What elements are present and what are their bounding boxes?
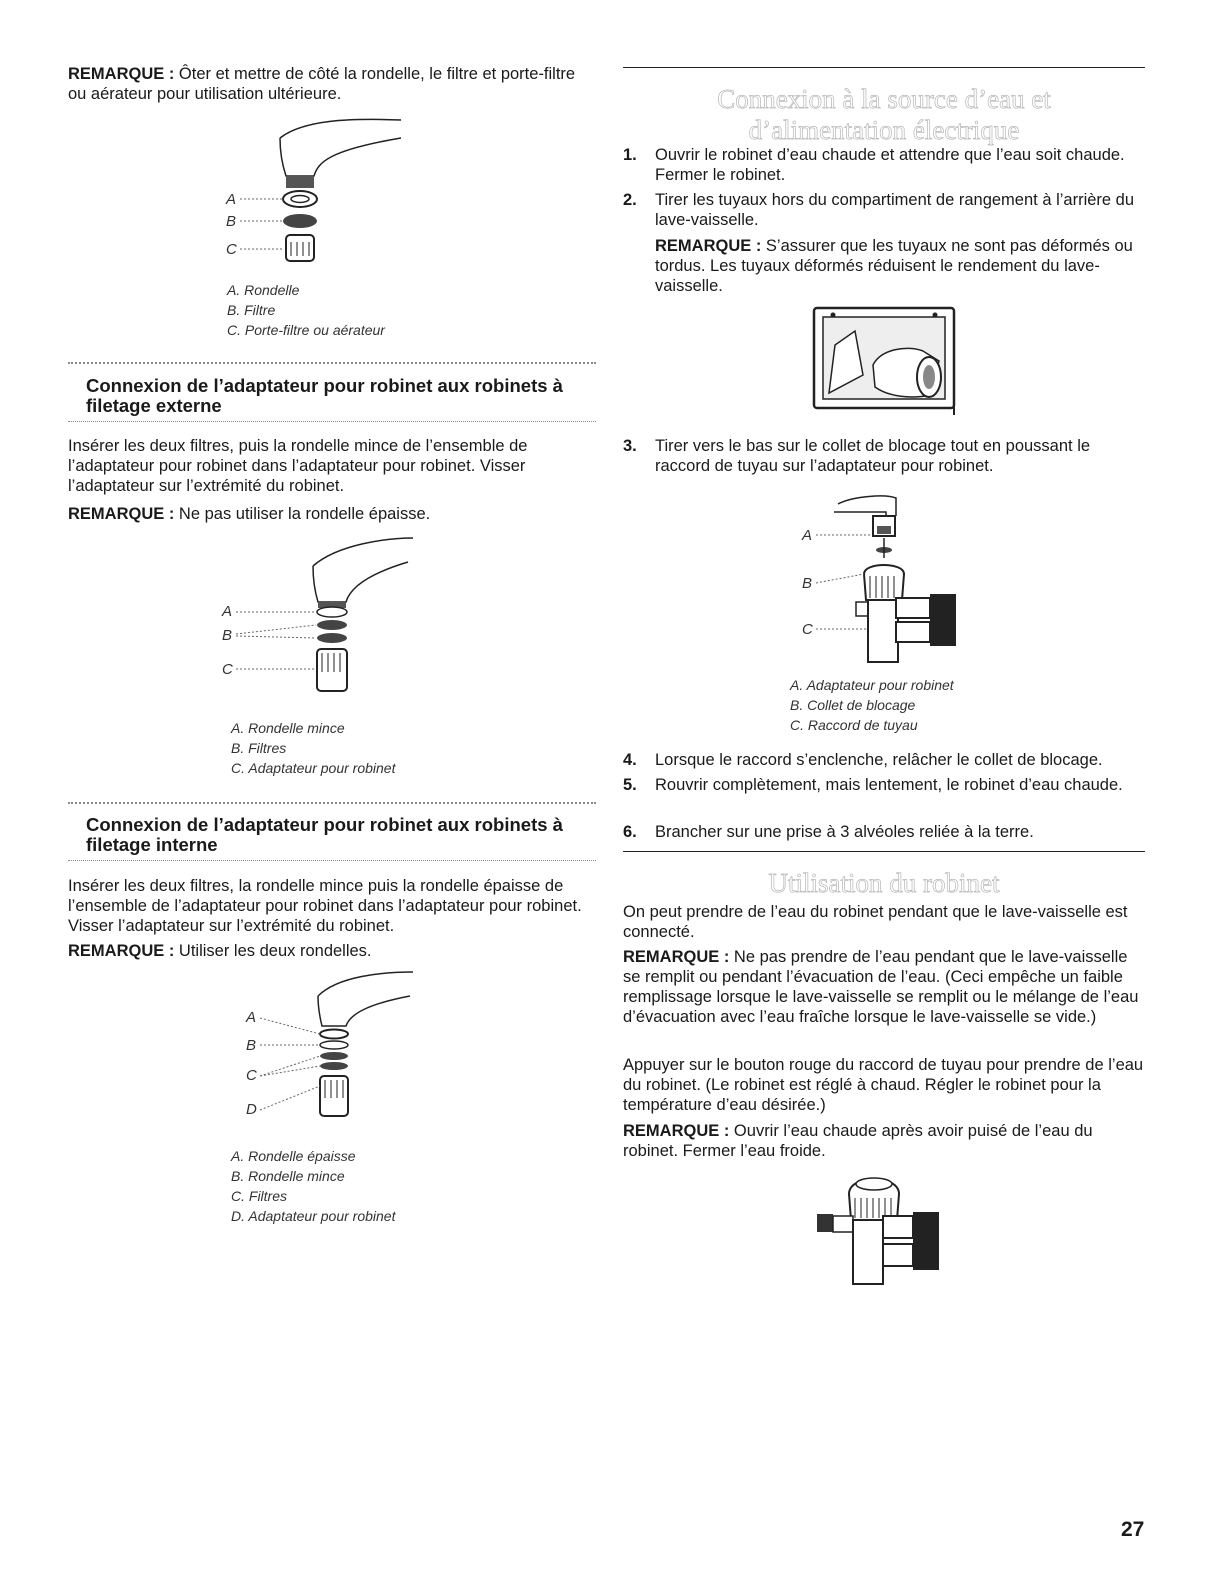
internal-thread-figure <box>238 968 418 1148</box>
body-use-intro: On peut prendre de l’eau du robinet pendant que le lave-vaisselle est connecté. <box>623 903 1128 941</box>
section-heading-connect: Connexion à la source d’eau et d’alimentation électrique <box>717 84 1051 145</box>
legend-item: B. Collet de blocage <box>790 697 916 713</box>
figure-letter: A <box>802 527 813 544</box>
section-divider <box>68 802 596 804</box>
figure-letter: C <box>222 661 233 678</box>
legend-item: B. Rondelle mince <box>231 1168 345 1184</box>
note-remove-parts: REMARQUE : Ôter et mettre de côté la rondelle, le filtre et porte-filtre ou aérateur pour utilisation ultérieure. <box>68 65 576 103</box>
figure-letter: B <box>802 575 813 592</box>
body-internal: Insérer les deux filtres, la rondelle mince puis la rondelle épaisse de l’ensemble de l’adaptateur pour robinet dans l’adaptateur pour robinet. Visser l’adaptateur sur l’extrémité du robinet. <box>68 877 582 935</box>
thin-washer-part <box>320 1041 348 1049</box>
legend-item: B. Filtres <box>231 740 287 756</box>
legend-item: C. Raccord de tuyau <box>790 717 918 733</box>
body-use-button: Appuyer sur le bouton rouge du raccord de tuyau pour prendre de l’eau du robinet. (Le robinet est réglé à chaud. Régler le robinet pour la température d’eau désirée.) <box>623 1056 1144 1114</box>
figure-legend <box>790 675 954 735</box>
section-heading-external: Connexion de l’adaptateur pour robinet aux robinets à filetage externe <box>86 375 563 416</box>
figure-letter: D <box>246 1101 257 1118</box>
legend-item: A. Rondelle mince <box>231 720 345 736</box>
step-item: 2. Tirer les tuyaux hors du compartiment de rangement à l’arrière du lave-vaisselle. REMARQUE : S’assurer que les tuyaux ne sont pas déformés ou tordus. Les tuyaux déformés réduisent le rendement du lave-vaisselle. <box>623 190 1145 296</box>
step-item: 1. Ouvrir le robinet d’eau chaude et attendre que l’eau soit chaude. Fermer le robinet. <box>623 146 1125 184</box>
faucet-adapter-part <box>320 1076 348 1116</box>
filter-part <box>320 1052 348 1060</box>
hose-connector-part <box>868 600 898 662</box>
step-item: 6. Brancher sur une prise à 3 alvéoles reliée à la terre. <box>623 823 1034 841</box>
step-item: 5. Rouvrir complètement, mais lentement, le robinet d’eau chaude. <box>623 776 1123 794</box>
step-item: 3. Tirer vers le bas sur le collet de blocage tout en poussant le raccord de tuyau sur l’adaptateur pour robinet. <box>623 437 1091 475</box>
faucet-aerator-figure <box>218 112 418 282</box>
section-rule <box>623 851 1145 852</box>
washer-part <box>283 191 317 207</box>
red-button-part <box>817 1214 833 1232</box>
figure-letter: C <box>246 1067 257 1084</box>
note-use-2: REMARQUE : Ouvrir l’eau chaude après avoir puisé de l’eau du robinet. Fermer l’eau froide. <box>623 1122 1093 1160</box>
faucet-nozzle <box>286 176 314 188</box>
section-divider <box>68 362 596 364</box>
hose-coupling-figure <box>798 488 968 670</box>
legend-item: C. Porte-filtre ou aérateur <box>227 322 385 338</box>
figure-letter: A <box>246 1009 257 1026</box>
filter-part <box>320 1062 348 1070</box>
faucet-connector-figure <box>809 1164 959 1288</box>
section-divider <box>68 860 596 861</box>
legend-item: A. Rondelle <box>227 282 300 298</box>
external-thread-figure <box>218 532 418 712</box>
legend-item: C. Filtres <box>231 1188 287 1204</box>
figure-letter: A <box>226 191 237 208</box>
figure-letter: C <box>226 241 237 258</box>
body-external: Insérer les deux filtres, puis la rondelle mince de l’ensemble de l’adaptateur pour robinet dans l’adaptateur pour robinet. Visser l’adaptateur sur l’extrémité du robinet. <box>68 437 528 495</box>
filter-part <box>317 633 347 643</box>
legend-item: D. Adaptateur pour robinet <box>231 1208 396 1224</box>
figure-letter: B <box>226 213 237 230</box>
figure-legend <box>231 1146 395 1226</box>
step-item: 4. Lorsque le raccord s’enclenche, relâcher le collet de blocage. <box>623 751 1103 769</box>
note-use-1: REMARQUE : Ne pas prendre de l’eau pendant que le lave-vaisselle se remplit ou pendant l’évacuation de l’eau. (Ceci empêche un faible remplissage lorsque le lave-vaisselle se remplit ou le mélange de l’eau d’évacuation avec l’eau fraîche lorsque le lave-vaisselle se vide.) <box>623 948 1139 1026</box>
section-divider <box>68 421 596 422</box>
page-number: 27 <box>1121 1518 1145 1541</box>
figure-legend <box>231 718 395 778</box>
figure-letter: A <box>222 603 233 620</box>
step-note: REMARQUE : S’assurer que les tuyaux ne sont pas déformés ou tordus. Les tuyaux déformés réduisent le rendement du lave-vaisselle. <box>655 237 1133 295</box>
section-heading-use: Utilisation du robinet <box>768 868 1000 898</box>
filter-part <box>317 620 347 630</box>
thick-washer-part <box>320 1030 348 1039</box>
legend-item: C. Adaptateur pour robinet <box>231 760 396 776</box>
figure-letter: C <box>802 621 813 638</box>
legend-item: B. Filtre <box>227 302 276 318</box>
section-rule <box>623 67 1145 68</box>
filter-part <box>283 214 317 228</box>
figure-letter: B <box>222 627 233 644</box>
figure-legend <box>227 280 385 340</box>
section-heading-internal: Connexion de l’adaptateur pour robinet aux robinets à filetage interne <box>86 814 563 855</box>
note-internal: REMARQUE : Utiliser les deux rondelles. <box>68 942 372 960</box>
note-external: REMARQUE : Ne pas utiliser la rondelle épaisse. <box>68 505 431 523</box>
filter-holder-part <box>286 235 314 261</box>
thin-washer-part <box>317 607 347 617</box>
figure-letter: B <box>246 1037 257 1054</box>
legend-item: A. Rondelle épaisse <box>231 1148 356 1164</box>
hose-storage-figure <box>811 305 961 417</box>
legend-item: A. Adaptateur pour robinet <box>790 677 954 693</box>
